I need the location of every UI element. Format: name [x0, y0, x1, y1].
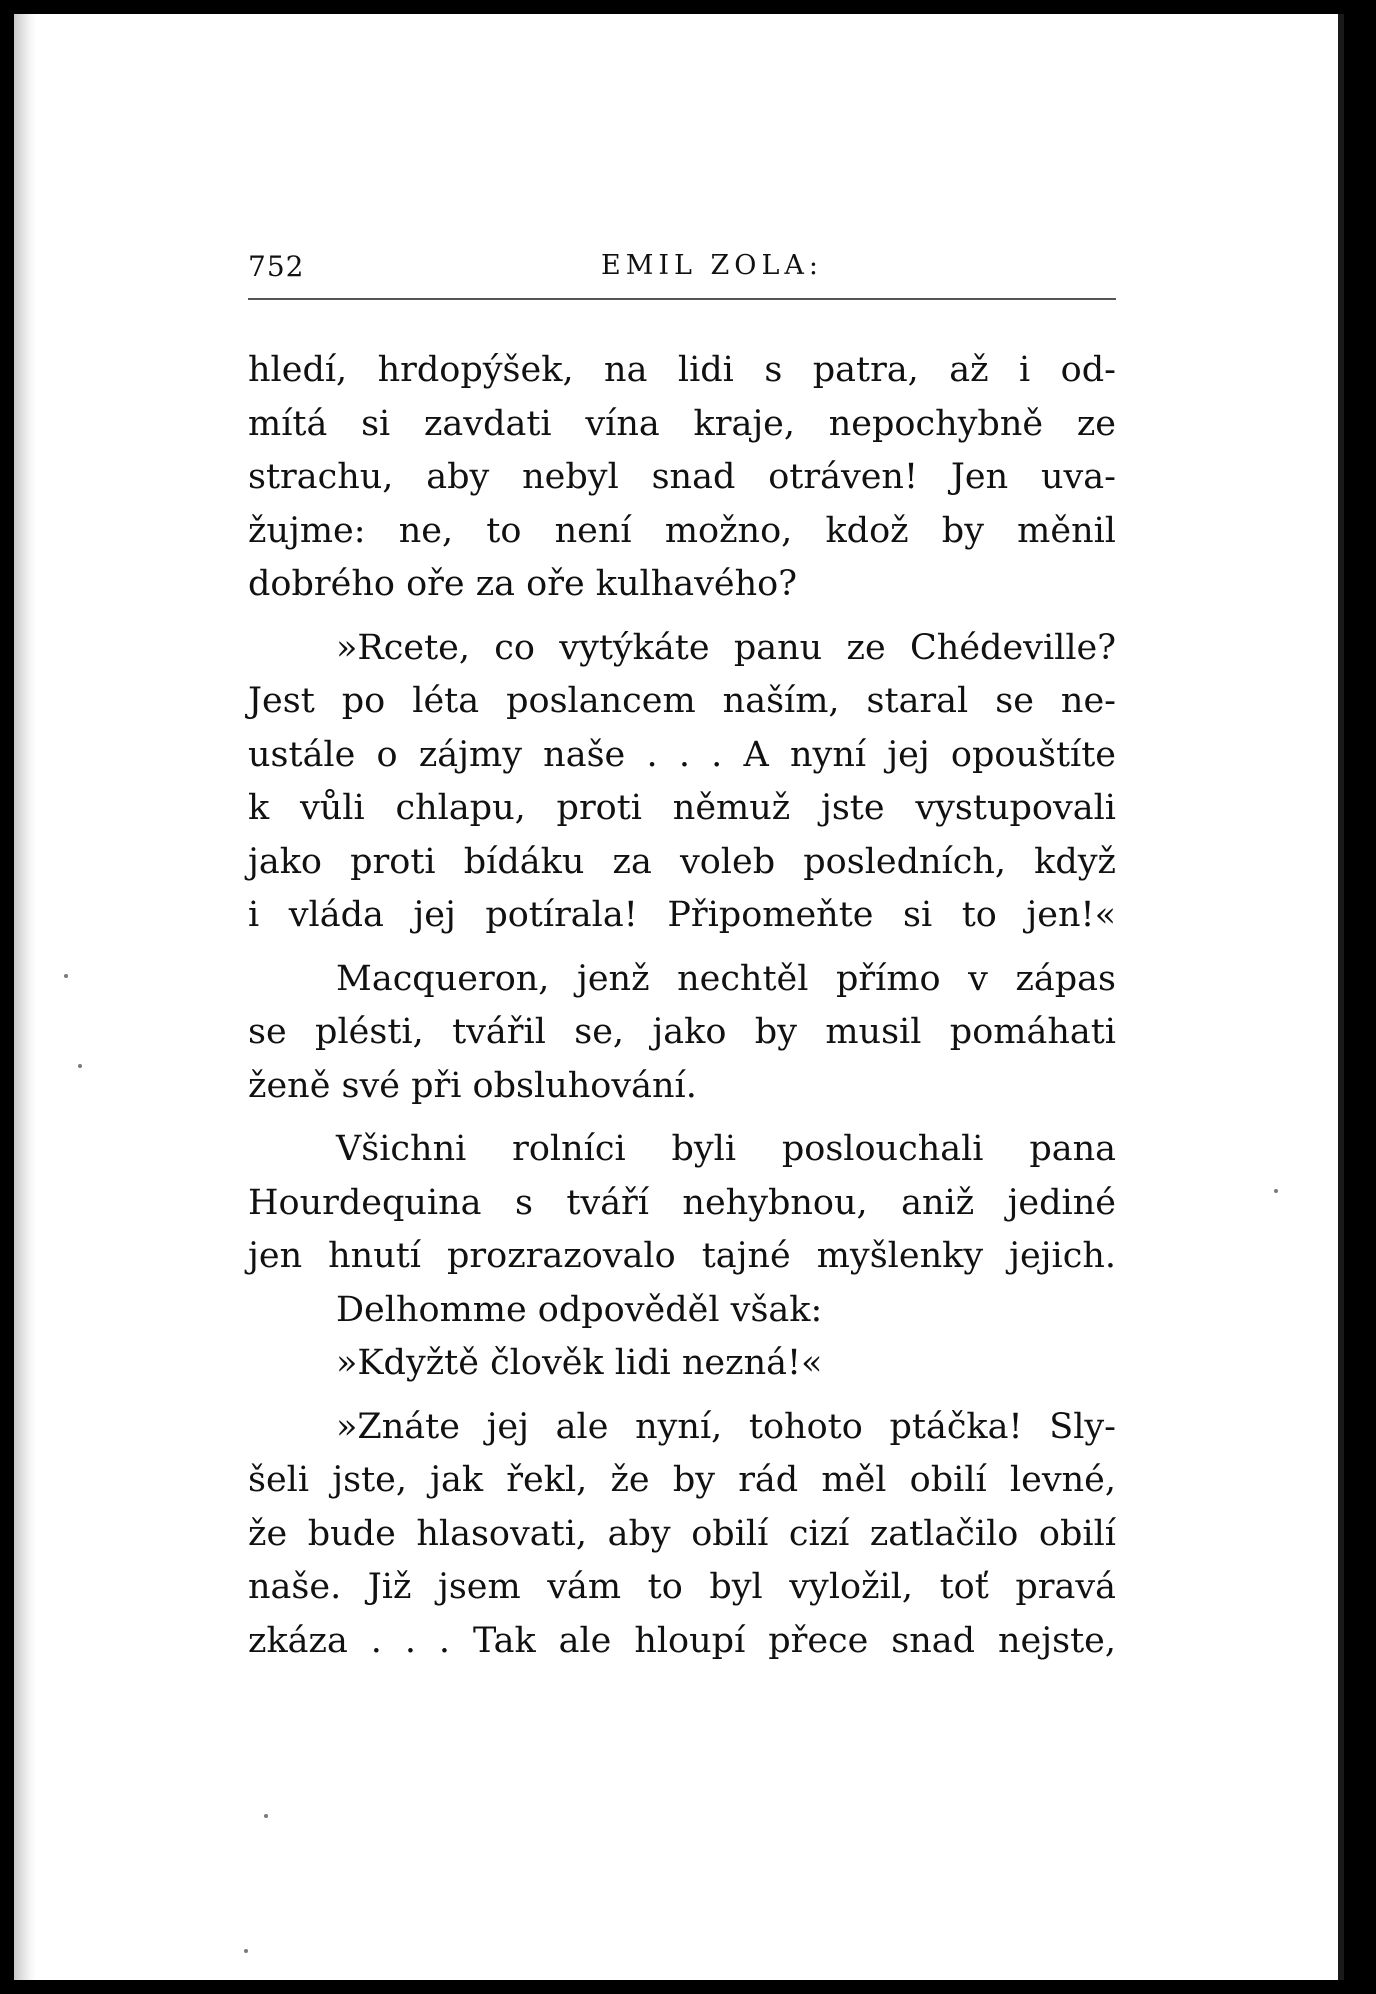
text-line: hledí, hrdopýšek, na lidi s patra, až i od-: [248, 350, 1116, 390]
text-line: šeli jste, jak řekl, že by rád měl obilí levné,: [248, 1460, 1116, 1500]
text-line: strachu, aby nebyl snad otráven! Jen uva-: [248, 457, 1116, 497]
paper-speck: [264, 1814, 268, 1818]
page-number: 752: [248, 250, 305, 283]
text-line: Hourdequina s tváří nehybnou, aniž jediné: [248, 1182, 1116, 1223]
running-title: EMIL ZOLA:: [601, 250, 823, 281]
text-line: se plésti, tvářil se, jako by musil pomáhati: [248, 1012, 1116, 1052]
text-line: i vláda jej potírala! Připomeňte si to jen!«: [248, 895, 1116, 935]
paper-speck: [244, 1949, 248, 1953]
page-header: [248, 238, 1116, 300]
text-line: žujme: ne, to není možno, kdož by měnil: [248, 510, 1116, 551]
body-text: [248, 344, 1116, 1668]
text-line: jen hnutí prozrazovalo tajné myšlenky jejich.: [248, 1236, 1116, 1276]
text-line: »Rcete, co vytýkáte panu ze Chédeville?: [336, 627, 1116, 668]
text-line: ženě své při obsluhování.: [248, 1065, 697, 1106]
text-line: Delhomme odpověděl však:: [336, 1289, 823, 1330]
text-line: že bude hlasovati, aby obilí cizí zatlačilo obilí: [248, 1513, 1116, 1554]
text-line: Macqueron, jenž nechtěl přímo v zápas: [336, 958, 1116, 999]
text-line: naše. Již jsem vám to byl vyložil, toť pravá: [248, 1567, 1116, 1607]
text-line: jako proti bídáku za voleb posledních, když: [248, 841, 1116, 882]
paper-speck: [64, 974, 68, 978]
text-line: dobrého oře za oře kulhavého?: [248, 564, 797, 604]
text-line: mítá si zavdati vína kraje, nepochybně ze: [248, 403, 1116, 444]
text-line: zkáza . . . Tak ale hloupí přece snad nejste,: [248, 1620, 1116, 1661]
text-line: Všichni rolníci byli poslouchali pana: [336, 1129, 1116, 1169]
text-line: Jest po léta poslancem naším, staral se ne-: [248, 681, 1116, 721]
text-line: k vůli chlapu, proti němuž jste vystupovali: [248, 788, 1116, 828]
paper-speck: [78, 1064, 82, 1068]
text-line: »Znáte jej ale nyní, tohoto ptáčka! Sly-: [336, 1406, 1116, 1447]
paper-speck: [1274, 1189, 1278, 1193]
book-page: [14, 14, 1344, 1980]
text-line: »Kdyžtě člověk lidi nezná!«: [336, 1343, 823, 1383]
text-line: ustále o zájmy naše . . . A nyní jej opouštíte: [248, 734, 1116, 775]
